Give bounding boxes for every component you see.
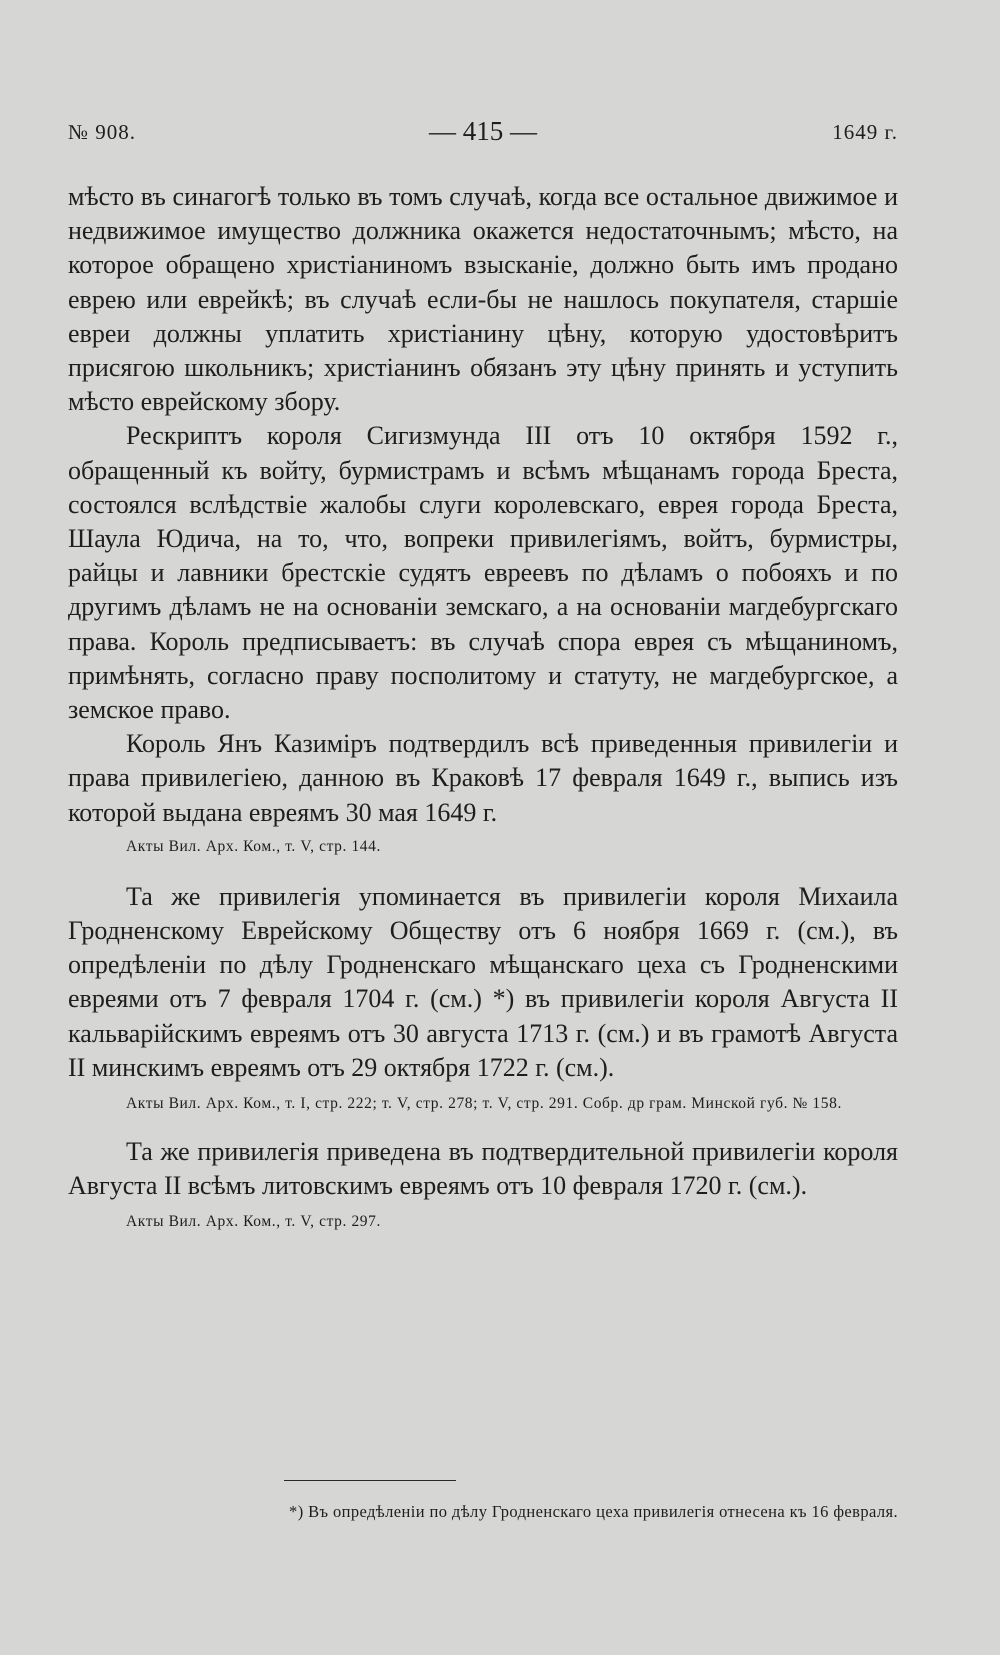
document-number: № 908. — [68, 120, 137, 144]
paragraph-continuation: мѣсто въ синагогѣ только въ томъ случаѣ, когда все остальное движимое и недвижимое имущество должника окажется недостаточнымъ; мѣсто, на которое обращено христіаниномъ взысканіе, должно быть имъ продано еврею или еврейкѣ; въ случаѣ если-бы не нашлось покупателя, старшіе евреи должны уплатить христіанину цѣну, которую удостовѣритъ присягою школьникъ; христіанинъ обязанъ эту цѣну принять и уступить мѣсто еврейскому збору. — [68, 182, 898, 417]
page-number: — 415 — — [429, 116, 537, 146]
paragraph-mentions: Та же привилегія упоминается въ привилегіи короля Михаила Гродненскому Еврейскому Обществу отъ 6 ноября 1669 г. (см.), въ опредѣленіи по дѣлу Гродненскаго мѣщанскаго цеха съ Гродненскими евреями отъ 7 февраля 1704 г. (см.) *) въ привилегіи короля Августа II кальварійскимъ евреямъ отъ 30 августа 1713 г. (см.) и въ грамотѣ Августа II минскимъ евреямъ отъ 29 октября 1722 г. (см.). — [68, 881, 898, 1082]
source-citation-3: Акты Вил. Арх. Ком., т. V, стр. 297. — [126, 1213, 381, 1231]
paragraph-rescript: Рескриптъ короля Сигизмунда III отъ 10 октября 1592 г., обращенный къ войту, бурмистрамъ и всѣмъ мѣщанамъ города Бреста, состоялся вслѣдствіе жалобы слуги королевскаго, еврея города Бреста, Шаула Юдича, на то, что, вопреки привилегіямъ, войтъ, бурмистры, райцы и лавники брестскіе судятъ евреевъ по дѣламъ о побояхъ и по другимъ дѣламъ не на основаніи земскаго, а на основаніи магдебургскаго права. Король предписываетъ: въ случаѣ спора еврея съ мѣщаниномъ, примѣнять, согласно праву посполитому и статуту, не магдебургское, а земское право. — [68, 421, 898, 725]
paragraph-confirmation: Король Янъ Казиміръ подтвердилъ всѣ приведенныя привилегіи и права привилегіею, данною въ Краковѣ 17 февраля 1649 г., выпись изъ которой выдана евреямъ 30 мая 1649 г. — [68, 729, 898, 827]
footnote-divider — [284, 1480, 456, 1481]
source-citation-1: Акты Вил. Арх. Ком., т. V, стр. 144. — [126, 837, 381, 855]
paragraph-august-privilege: Та же привилегія приведена въ подтвердительной привилегіи короля Августа II всѣмъ литовскимъ евреямъ отъ 10 февраля 1720 г. (см.). — [68, 1137, 898, 1201]
document-year: 1649 г. — [832, 120, 898, 144]
page-header — [68, 116, 898, 152]
page-content — [68, 180, 898, 1235]
source-citation-2: Акты Вил. Арх. Ком., т. I, стр. 222; т. V, стр. 278; т. V, стр. 291. Собр. др грам. Минской губ. № 158. — [126, 1095, 842, 1113]
footnote: *) Въ опредѣленіи по дѣлу Гродненскаго цеха привилегія отнесена къ 16 февраля. — [289, 1502, 898, 1521]
